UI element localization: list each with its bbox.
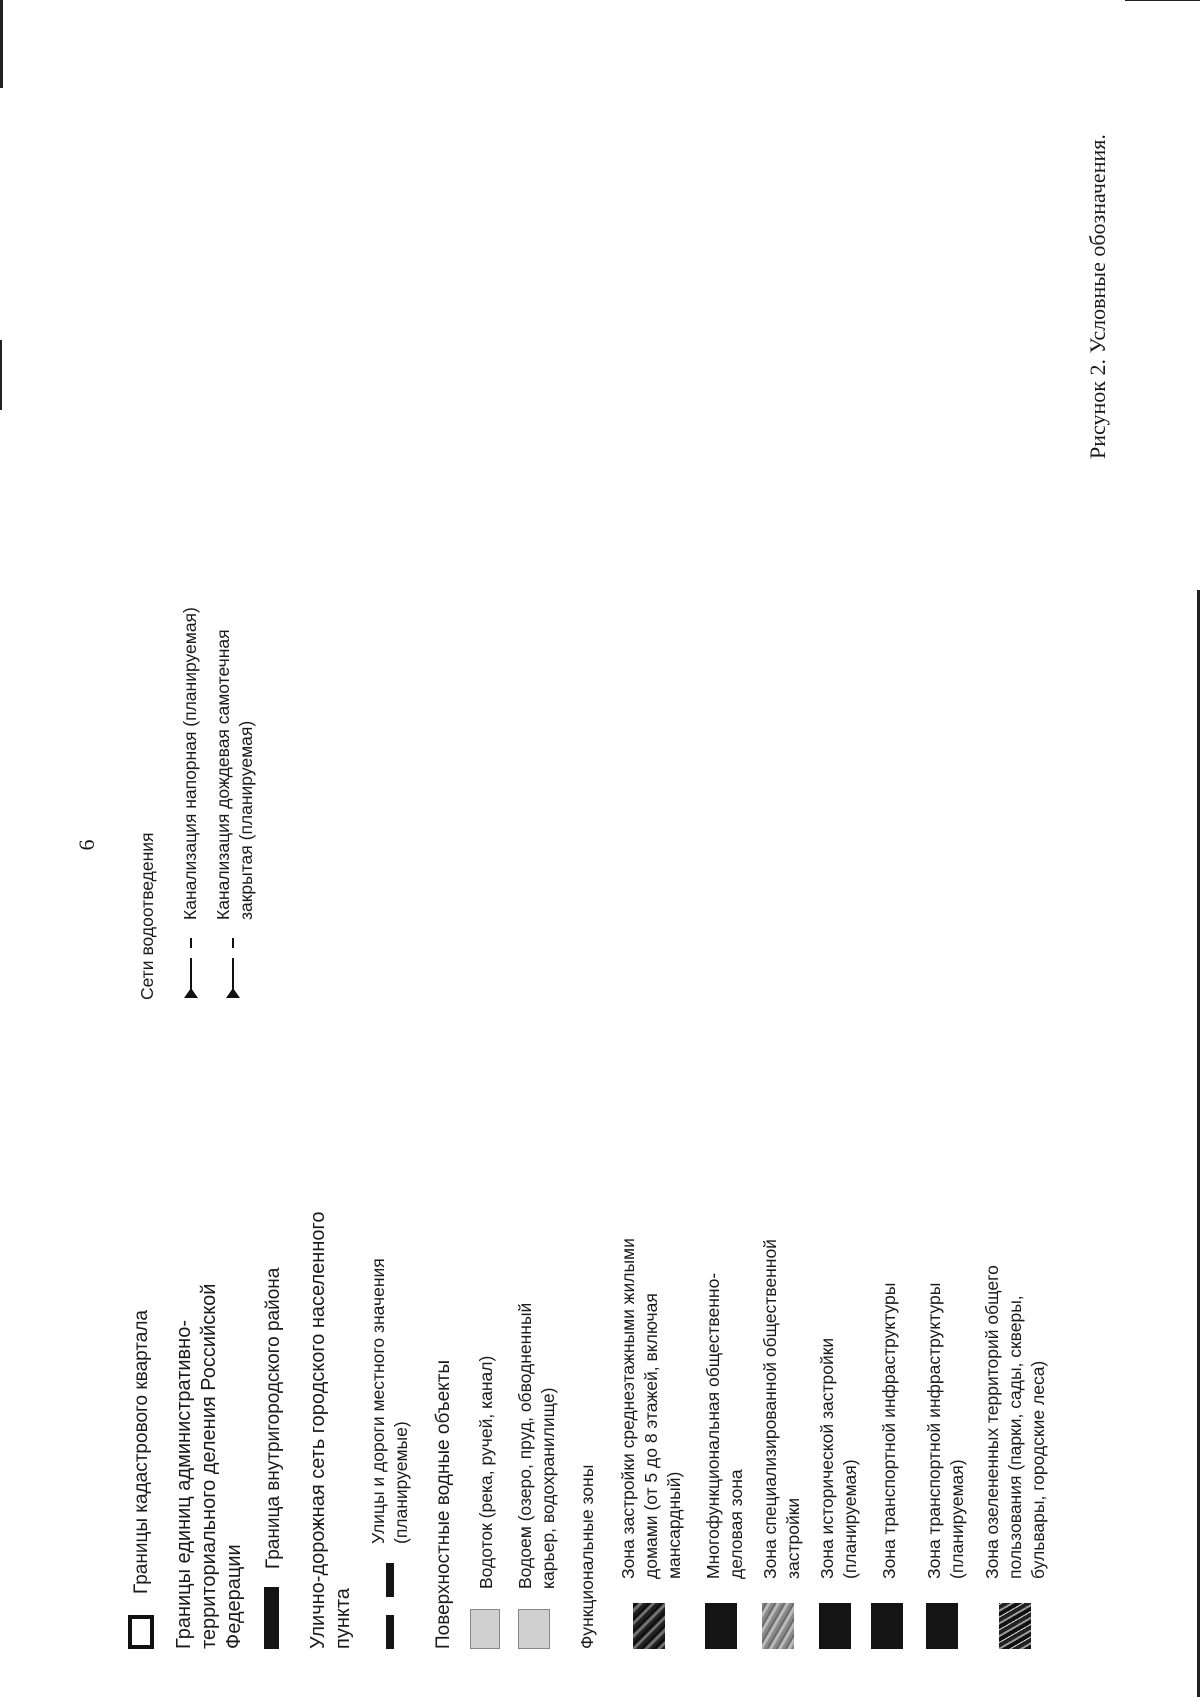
local-streets-symbol-segment <box>386 1615 394 1649</box>
district-boundary-symbol <box>264 1587 279 1649</box>
legend-midrise-line1: Зона застройки среднеэтажными жилыми <box>618 1238 638 1579</box>
legend-multifunc-line2: деловая зона <box>726 1469 746 1579</box>
historic-zone-symbol <box>819 1603 851 1649</box>
legend-pressure-sewer: Канализация напорная (планируемая) <box>180 607 200 920</box>
midrise-zone-symbol <box>633 1603 665 1649</box>
transport-planned-zone-symbol <box>926 1603 958 1649</box>
legend-transport-planned-line2: (планируемая) <box>947 1459 967 1579</box>
rain-sewer-symbol <box>222 934 244 1000</box>
legend-reservoir-line1: Водоем (озеро, пруд, обводненный <box>515 1302 535 1589</box>
legend-midrise-line2: домами (от 5 до 8 этажей, включая <box>641 1293 661 1579</box>
watercourse-symbol <box>470 1609 500 1649</box>
rain-sewer-line-icon <box>222 934 244 1000</box>
legend-specialized-line1: Зона специализированной общественной <box>760 1239 780 1579</box>
water-objects-header: Поверхностные водные объекты <box>433 1359 454 1649</box>
legend-local-streets-line2: (планируемые) <box>391 1421 411 1544</box>
functional-zones-header: Функциональные зоны <box>577 1464 597 1649</box>
pressure-sewer-line-icon <box>180 934 202 1000</box>
legend-green-line1: Зона озелененных территорий общего <box>982 1265 1002 1579</box>
legend-reservoir-line2: карьер, водохранилище) <box>538 1387 558 1589</box>
legend-midrise-line3: мансардный) <box>664 1471 684 1579</box>
legend-cadastral: Границы кадастрового квартала <box>131 1310 152 1594</box>
legend-transport-planned-line1: Зона транспортной инфраструктуры <box>924 1282 944 1579</box>
legend-specialized-line2: застройки <box>783 1497 803 1579</box>
legend-green-line3: бульвары, городские леса) <box>1028 1360 1048 1579</box>
legend-local-streets-line1: Улицы и дороги местного значения <box>368 1258 388 1544</box>
legend-district: Граница внутригородского района <box>263 1267 284 1569</box>
legend-admin-units-line2: территориального деления Российской <box>198 1283 220 1649</box>
legend-road-network-line2: пункта <box>332 1588 354 1649</box>
legend-watercourse: Водоток (река, ручей, канал) <box>476 1355 496 1589</box>
local-streets-symbol-segment <box>386 1563 394 1597</box>
legend-green-line2: пользования (парки, сады, скверы, <box>1005 1295 1025 1579</box>
transport-zone-symbol <box>871 1603 903 1649</box>
cadastral-boundary-symbol <box>128 1615 154 1649</box>
page-number: 6 <box>74 839 99 851</box>
reservoir-symbol <box>518 1609 550 1649</box>
legend-road-network-line1: Улично-дорожная сеть городского населенного <box>307 1211 329 1649</box>
legend-rain-sewer-line2: закрытая (планируемая) <box>236 720 256 920</box>
sewerage-header: Сети водоотведения <box>137 832 157 1000</box>
legend-historic-line1: Зона исторической застройки <box>817 1337 837 1579</box>
legend-historic-line2: (планируемая) <box>840 1459 860 1579</box>
green-zone-symbol <box>999 1603 1031 1649</box>
legend-multifunc-line1: Многофункциональная общественно- <box>703 1272 723 1579</box>
legend-transport: Зона транспортной инфраструктуры <box>879 1282 899 1579</box>
legend-admin-units-line1: Границы единиц административно- <box>173 1320 195 1649</box>
multifunc-zone-symbol <box>705 1603 737 1649</box>
figure-caption: Рисунок 2. Условные обозначения. <box>1085 134 1110 459</box>
legend-rain-sewer-line1: Канализация дождевая самотечная <box>213 629 233 920</box>
pressure-sewer-symbol <box>180 934 202 1000</box>
legend-admin-units-line3: Федерации <box>223 1544 245 1649</box>
specialized-zone-symbol <box>762 1603 794 1649</box>
